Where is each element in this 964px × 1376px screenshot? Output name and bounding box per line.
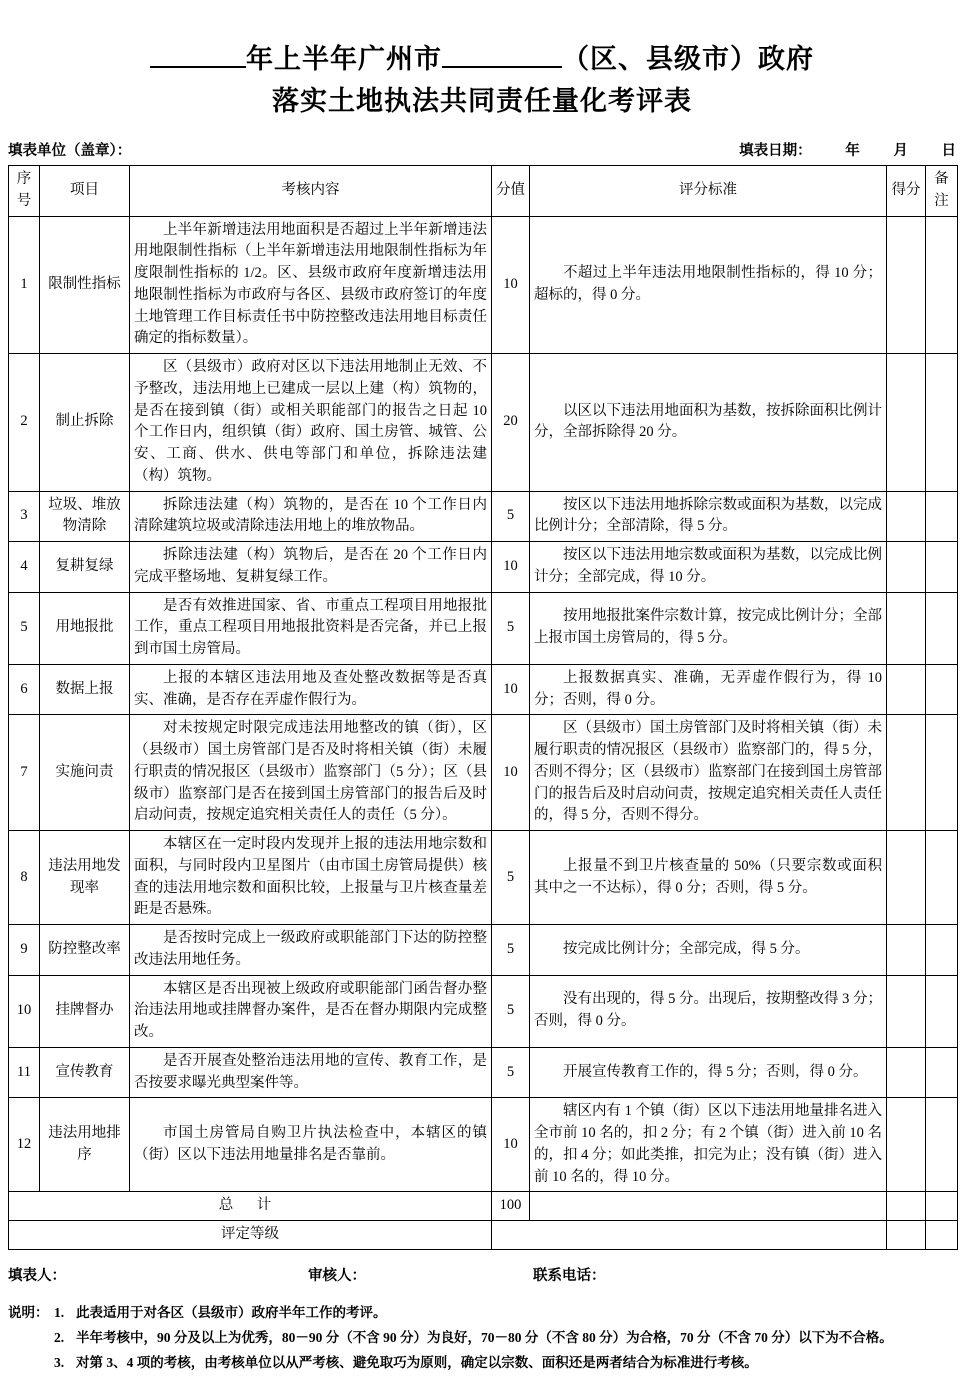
row-no: 6 [9,664,40,715]
row-score: 5 [492,491,530,542]
table-row [9,216,958,354]
row-standard: 没有出现的，得 5 分。出现后，按期整改得 3 分；否则，得 0 分。 [530,975,887,1047]
row-score-input[interactable] [887,831,926,925]
row-note-input[interactable] [926,715,958,831]
row-score: 10 [492,542,530,593]
table-row [9,1047,958,1098]
row-score-input[interactable] [887,592,926,664]
phone-label: 联系电话： [533,1267,606,1284]
table-row [9,491,958,542]
row-content: 是否有效推进国家、省、市重点工程项目用地报批工作，重点工程项目用地报批资料是否完备，并已上报到市国土房管局。 [130,592,492,664]
row-score: 5 [492,1047,530,1098]
row-item: 实施问责 [40,715,130,831]
row-note-input[interactable] [926,216,958,354]
row-item: 数据上报 [40,664,130,715]
note-number: 2. [54,1329,65,1345]
fill-date-label: 填表日期： [739,143,812,159]
row-note-input[interactable] [926,354,958,492]
note-item [8,1351,956,1376]
signature-row [8,1264,956,1285]
row-score: 10 [492,715,530,831]
row-standard: 不超过上半年违法用地限制性指标的，得 10 分；超标的，得 0 分。 [530,216,887,354]
title-line-1-mid: （区、县级市）政府 [562,44,814,74]
row-standard: 以区以下违法用地面积为基数，按拆除面积比例计分，全部拆除得 20 分。 [530,354,887,492]
table-row [9,925,958,976]
note-text: 此表适用于对各区（县级市）政府半年工作的考评。 [76,1304,387,1320]
row-note-input[interactable] [926,491,958,542]
row-score: 5 [492,975,530,1047]
row-score-input[interactable] [887,975,926,1047]
district-blank [442,66,562,68]
row-score: 20 [492,354,530,492]
row-no: 7 [9,715,40,831]
row-content: 市国土房管局自购卫片执法检查中，本辖区的镇（街）区以下违法用地量排名是否靠前。 [130,1098,492,1192]
row-no: 11 [9,1047,40,1098]
total-label: 总 计 [9,1192,492,1221]
table-header-row [9,166,958,217]
row-item: 用地报批 [40,592,130,664]
row-standard: 按用地报批案件宗数计算，按完成比例计分；全部上报市国土房管局的，得 5 分。 [530,592,887,664]
row-content: 拆除违法建（构）筑物的，是否在 10 个工作日内清除建筑垃圾或清除违法用地上的堆放物品。 [130,491,492,542]
row-note-input[interactable] [926,1047,958,1098]
row-score-input[interactable] [887,925,926,976]
row-no: 3 [9,491,40,542]
row-content: 上半年新增违法用地面积是否超过上半年新增违法用地限制性指标（上半年新增违法用地限制性指标为年度限制性指标的 1/2。区、县级市政府年度新增违法用地限制性指标为市政府与各区、县级市政府签订的年度土地管理工作目标责任书中防控整改违法用地目标责任确定的指标数量）。 [130,216,492,354]
row-score-input[interactable] [887,542,926,593]
year-blank [150,66,246,68]
row-score: 5 [492,592,530,664]
total-score: 100 [492,1192,530,1221]
row-no: 5 [9,592,40,664]
row-standard: 上报数据真实、准确，无弄虚作假行为，得 10 分；否则，得 0 分。 [530,664,887,715]
row-score: 5 [492,831,530,925]
row-score-input[interactable] [887,216,926,354]
row-note-input[interactable] [926,542,958,593]
row-item: 挂牌督办 [40,975,130,1047]
row-note-input[interactable] [926,975,958,1047]
table-row [9,592,958,664]
table-row [9,354,958,492]
row-score-input[interactable] [887,354,926,492]
row-score-input[interactable] [887,1098,926,1192]
row-score: 10 [492,216,530,354]
row-score: 10 [492,1098,530,1192]
row-score-input[interactable] [887,715,926,831]
row-content: 本辖区在一定时段内发现并上报的违法用地宗数和面积，与同时段内卫星图片（由市国土房管局提供）核查的违法用地宗数和面积比较，上报量与卫片核查量差距是否悬殊。 [130,831,492,925]
note-text: 半年考核中，90 分及以上为优秀，80－90 分（不含 90 分）为良好，70－80 分（不含 80 分）为合格，70 分（不含 70 分）以下为不合格。 [76,1329,893,1345]
row-no: 10 [9,975,40,1047]
table-row [9,664,958,715]
header-item: 项目 [40,166,130,217]
row-note-input[interactable] [926,664,958,715]
note-number: 1. [54,1304,65,1320]
row-note-input[interactable] [926,831,958,925]
row-content: 区（县级市）政府对区以下违法用地制止无效、不予整改，违法用地上已建成一层以上建（构）筑物的，是否在接到镇（街）或相关职能部门的报告之日起 10 个工作日内，组织镇（街）政府、国土房管、城管、公安、工商、供水、供电等部门和单位，拆除违法建（构）筑物。 [130,354,492,492]
meta-row [8,139,956,160]
month-unit-label: 月 [893,143,908,159]
row-standard: 按完成比例计分；全部完成，得 5 分。 [530,925,887,976]
notes-block [8,1301,956,1376]
row-score: 10 [492,664,530,715]
row-item: 垃圾、堆放物清除 [40,491,130,542]
total-note-input[interactable] [926,1192,958,1221]
grade-row [9,1221,958,1250]
row-item: 制止拆除 [40,354,130,492]
reviewer-label: 审核人： [308,1267,366,1284]
total-got-input[interactable] [887,1192,926,1221]
header-score: 分值 [492,166,530,217]
table-row [9,715,958,831]
grade-label: 评定等级 [9,1221,492,1250]
row-item: 违法用地排序 [40,1098,130,1192]
title-line-2: 落实土地执法共同责任量化考评表 [272,86,692,116]
notes-head-label: 说明： [8,1304,49,1320]
row-content: 上报的本辖区违法用地及查处整改数据等是否真实、准确，是否存在弄虚作假行为。 [130,664,492,715]
row-standard: 按区以下违法用地宗数或面积为基数，以完成比例计分；全部完成，得 10 分。 [530,542,887,593]
row-score: 5 [492,925,530,976]
assessment-table [8,165,958,1250]
total-row [9,1192,958,1221]
table-row [9,542,958,593]
grade-note-input[interactable] [926,1221,958,1250]
year-unit-label: 年 [845,143,860,159]
header-standard: 评分标准 [530,166,887,217]
total-standard [530,1192,887,1221]
row-score-input[interactable] [887,491,926,542]
row-no: 9 [9,925,40,976]
title-line-1 [0,38,964,80]
row-standard: 按区以下违法用地拆除宗数或面积为基数，以完成比例计分；全部清除，得 5 分。 [530,491,887,542]
document-title [0,0,964,122]
row-standard: 开展宣传教育工作的，得 5 分；否则，得 0 分。 [530,1047,887,1098]
row-content: 是否按时完成上一级政府或职能部门下达的防控整改违法用地任务。 [130,925,492,976]
row-standard: 辖区内有 1 个镇（街）区以下违法用地量排名进入全市前 10 名的，扣 2 分；有 2 个镇（街）进入前 10 名的，扣 4 分；如此类推，扣完为止；没有镇（街）进入前 10 名的，得 10 分。 [530,1098,887,1192]
row-item: 违法用地发现率 [40,831,130,925]
header-no: 序号 [9,166,40,217]
row-note-input[interactable] [926,592,958,664]
row-content: 拆除违法建（构）筑物后，是否在 20 个工作日内完成平整场地、复耕复绿工作。 [130,542,492,593]
row-no: 12 [9,1098,40,1192]
row-score-input[interactable] [887,664,926,715]
row-content: 本辖区是否出现被上级政府或职能部门函告督办整治违法用地或挂牌督办案件，是否在督办期限内完成整改。 [130,975,492,1047]
title-line-1-pre: 年上半年广州市 [246,44,442,74]
header-content: 考核内容 [130,166,492,217]
row-standard: 上报量不到卫片核查量的 50%（只要宗数或面积其中之一不达标），得 0 分；否则，得 5 分。 [530,831,887,925]
row-no: 2 [9,354,40,492]
row-item: 限制性指标 [40,216,130,354]
table-header [9,166,958,217]
table-body [9,216,958,1249]
row-score-input[interactable] [887,1047,926,1098]
table-row [9,975,958,1047]
header-got: 得分 [887,166,926,217]
fill-date-group [739,139,956,160]
row-content: 是否开展查处整治违法用地的宣传、教育工作，是否按要求曝光典型案件等。 [130,1047,492,1098]
row-content: 对未按规定时限完成违法用地整改的镇（街），区（县级市）国土房管部门是否及时将相关镇（街）未履行职责的情况报区（县级市）监察部门（5 分）；区（县级市）监察部门是否在接到国土房管部门的报告后及时启动问责，按规定追究相关责任人的责任（5 分）。 [130,715,492,831]
row-item: 复耕复绿 [40,542,130,593]
table-row [9,1098,958,1192]
row-no: 8 [9,831,40,925]
grade-value-input[interactable] [492,1221,887,1250]
header-note: 备注 [926,166,958,217]
filler-label: 填表人： [8,1267,66,1284]
grade-got-input[interactable] [887,1221,926,1250]
row-item: 防控整改率 [40,925,130,976]
note-item [8,1301,956,1326]
row-no: 1 [9,216,40,354]
row-no: 4 [9,542,40,593]
note-number: 3. [54,1354,65,1370]
row-note-input[interactable] [926,925,958,976]
day-unit-label: 日 [941,143,956,159]
row-note-input[interactable] [926,1098,958,1192]
row-item: 宣传教育 [40,1047,130,1098]
row-standard: 区（县级市）国土房管部门及时将相关镇（街）未履行职责的情况报区（县级市）监察部门的，得 5 分，否则不得分；区（县级市）监察部门在接到国土房管部门的报告后及时启动问责，按规定追究相关责任人责任的，得 5 分，否则不得分。 [530,715,887,831]
note-text: 对第 3、4 项的考核，由考核单位以从严考核、避免取巧为原则，确定以宗数、面积还是两者结合为标准进行考核。 [76,1354,758,1370]
fill-unit-label: 填表单位（盖章）： [8,143,132,159]
table-row [9,831,958,925]
